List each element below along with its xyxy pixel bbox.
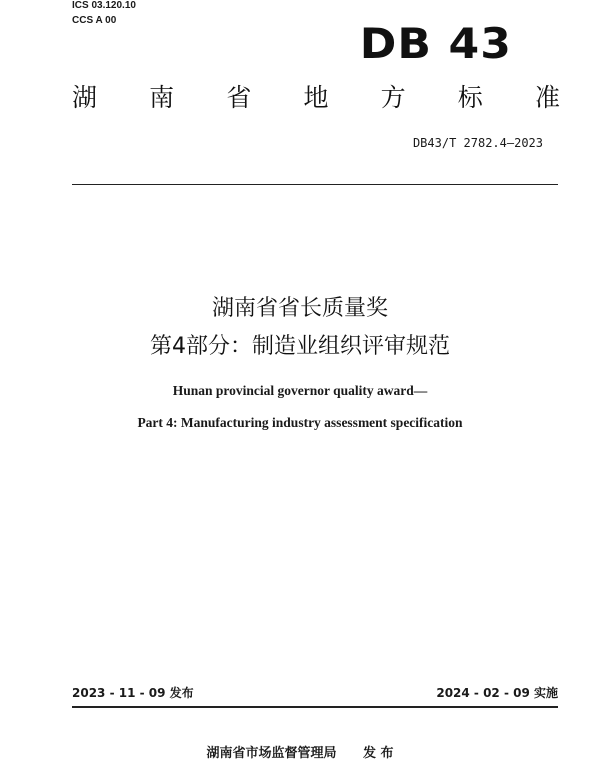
- standard-level-char: 地: [303, 83, 329, 112]
- standard-level-char: 标: [457, 83, 483, 112]
- issue-date: 2023 - 11 - 09 发布: [72, 686, 194, 700]
- standard-level-char: 南: [149, 83, 175, 112]
- standard-level-char: 方: [380, 83, 406, 112]
- standard-number: DB43/T 2782.4—2023: [412, 136, 543, 150]
- standard-level-char: 湖: [72, 83, 98, 112]
- ics-code: ICS 03.120.10: [72, 0, 136, 11]
- db43-logo: DB 43: [359, 19, 512, 68]
- implementation-date: 2024 - 02 - 09 实施: [436, 686, 558, 700]
- title-chinese-line1: 湖南省省长质量奖: [211, 296, 388, 321]
- top-divider: [72, 184, 558, 185]
- title-english-line2: Part 4: Manufacturing industry assessment specification: [137, 415, 463, 430]
- standard-level: [72, 82, 560, 114]
- ccs-code: CCS A 00: [72, 15, 117, 26]
- title-chinese-line2: 第4部分：制造业组织评审规范: [150, 334, 450, 359]
- publisher: [0, 746, 600, 762]
- title-english-line1: Hunan provincial governor quality award—: [172, 383, 428, 398]
- publisher-action: 发 布: [363, 746, 394, 761]
- standard-level-char: 省: [226, 83, 252, 112]
- bottom-divider: [72, 706, 558, 708]
- standard-level-char: 准: [534, 83, 560, 112]
- publisher-name: 湖南省市场监督管理局: [206, 746, 337, 761]
